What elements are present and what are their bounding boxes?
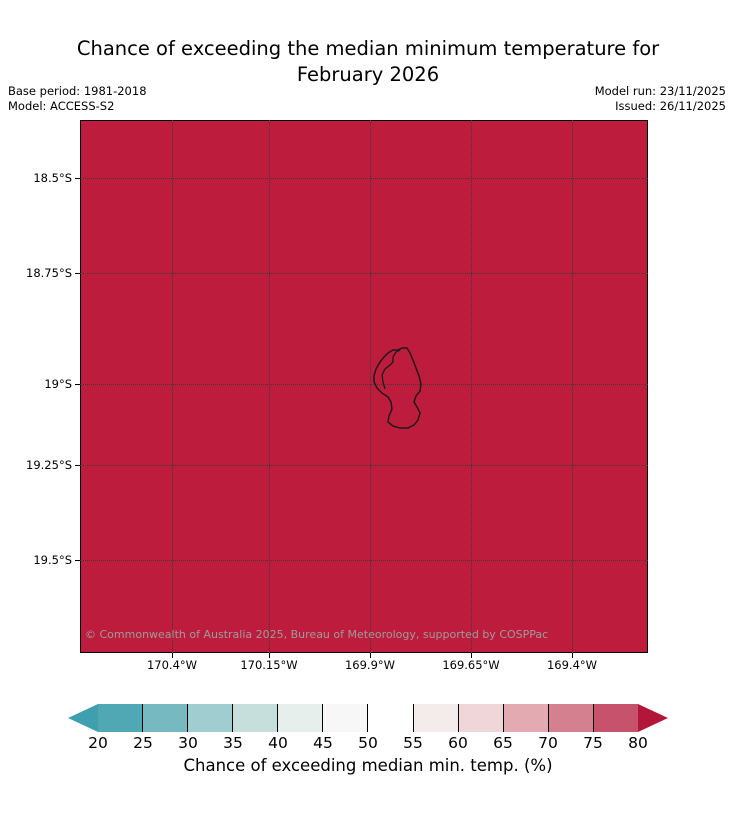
colorbar-tick: 25 — [133, 734, 153, 752]
colorbar-cell — [458, 704, 503, 732]
issued-text: Issued: 26/11/2025 — [615, 99, 726, 113]
page-title-line2: February 2026 — [296, 63, 440, 86]
axis-label-x: 169.65°W — [442, 658, 500, 672]
axis-label-y: 18.75°S — [26, 266, 72, 280]
tick-mark-y — [75, 560, 80, 561]
gridline-vertical — [370, 120, 371, 653]
colorbar-tick: 80 — [628, 734, 648, 752]
colorbar-tick: 50 — [358, 734, 378, 752]
axis-label-x: 170.15°W — [240, 658, 298, 672]
colorbar-cell — [187, 704, 232, 732]
colorbar-tick: 40 — [268, 734, 288, 752]
colorbar-cell — [548, 704, 593, 732]
copyright-text: © Commonwealth of Australia 2025, Bureau of Meteorology, supported by COSPPac — [85, 628, 549, 641]
gridline-vertical — [572, 120, 573, 653]
page-title-line1: Chance of exceeding the median minimum temperature for — [76, 37, 660, 60]
map-background — [80, 120, 648, 653]
gridline-horizontal — [80, 560, 648, 561]
colorbar-cell — [232, 704, 277, 732]
colorbar-extend-high — [638, 704, 668, 732]
colorbar-tick: 45 — [313, 734, 333, 752]
tick-mark-y — [75, 273, 80, 274]
colorbar-tick: 65 — [493, 734, 513, 752]
colorbar — [68, 700, 668, 752]
tick-mark-y — [75, 178, 80, 179]
colorbar-axis-label: Chance of exceeding median min. temp. (%) — [183, 756, 553, 775]
gridline-horizontal — [80, 273, 648, 274]
colorbar-cell — [98, 704, 142, 732]
colorbar-tick: 30 — [178, 734, 198, 752]
metadata-left — [8, 84, 147, 114]
base-period-text: Base period: 1981-2018 — [8, 84, 147, 98]
colorbar-tick: 60 — [448, 734, 468, 752]
axis-label-x: 169.9°W — [344, 658, 396, 672]
gridline-horizontal — [80, 178, 648, 179]
colorbar-tick: 75 — [583, 734, 603, 752]
gridline-horizontal — [80, 465, 648, 466]
colorbar-extend-low — [68, 704, 98, 732]
colorbar-tick: 55 — [403, 734, 423, 752]
gridline-vertical — [471, 120, 472, 653]
tick-mark-y — [75, 384, 80, 385]
map-panel — [26, 120, 648, 672]
colorbar-cell — [503, 704, 548, 732]
gridline-vertical — [269, 120, 270, 653]
colorbar-cell — [593, 704, 638, 732]
colorbar-cell — [322, 704, 367, 732]
colorbar-cell — [277, 704, 322, 732]
gridline-horizontal — [80, 384, 648, 385]
axis-label-y: 19.5°S — [33, 553, 72, 567]
axis-label-y: 19.25°S — [26, 458, 72, 472]
axis-label-y: 19°S — [44, 377, 72, 391]
colorbar-gradient — [98, 704, 638, 732]
axis-label-x: 170.4°W — [146, 658, 198, 672]
colorbar-cell — [367, 704, 412, 732]
model-run-text: Model run: 23/11/2025 — [594, 84, 726, 98]
gridline-vertical — [172, 120, 173, 653]
colorbar-tick: 35 — [223, 734, 243, 752]
colorbar-tick: 70 — [538, 734, 558, 752]
model-text: Model: ACCESS-S2 — [8, 99, 115, 113]
colorbar-tick: 20 — [88, 734, 108, 752]
metadata-right — [595, 84, 726, 114]
axis-label-x: 169.4°W — [546, 658, 598, 672]
tick-mark-y — [75, 465, 80, 466]
colorbar-tick-labels — [88, 734, 648, 754]
colorbar-cell — [413, 704, 458, 732]
colorbar-cell — [142, 704, 187, 732]
page-title — [0, 36, 736, 88]
axis-label-y: 18.5°S — [33, 171, 72, 185]
